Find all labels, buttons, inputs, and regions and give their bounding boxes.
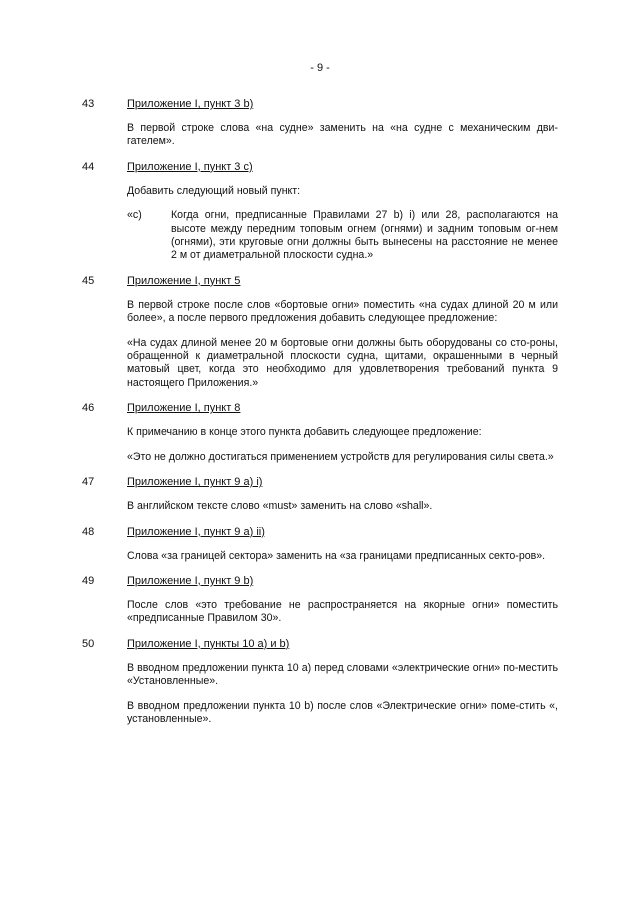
amendment-entry [0, 98, 640, 149]
amendment-entry [0, 161, 640, 263]
amendment-entry [0, 575, 640, 626]
entry-heading: Приложение I, пункт 9 b) [127, 574, 254, 587]
entry-number: 50 [82, 637, 95, 650]
entry-body [127, 98, 558, 149]
entry-heading: Приложение I, пункты 10 a) и b) [127, 637, 290, 650]
entry-heading: Приложение I, пункт 9 a) ii) [127, 525, 265, 538]
entry-paragraph: К примечанию в конце этого пункта добавить следующее предложение: [127, 426, 482, 439]
amendment-entry [0, 402, 640, 464]
page-number: - 9 - [310, 62, 330, 74]
entry-paragraph: В первой строке слова «на судне» заменить на «на судне с механическим дви-гателем». [127, 122, 558, 148]
entry-body [127, 402, 558, 464]
entry-paragraph: Добавить следующий новый пункт: [127, 184, 301, 197]
entry-body [127, 638, 558, 727]
entry-paragraph: «На судах длиной менее 20 м бортовые огни должны быть оборудованы со сто-роны, обращенной к диаметральной плоскости судна, щитами, окрашенными в черный матовый цвет, когда это необходимо для удовлетворения требований пункта 9 настоящего Приложения.» [127, 336, 558, 389]
entry-number: 44 [82, 160, 95, 173]
entry-body [127, 476, 558, 513]
entry-paragraph: В вводном предложении пункта 10 a) перед словами «электрические огни» по-местить «Установленные». [127, 661, 558, 688]
entry-paragraph: В первой строке после слов «бортовые огни» поместить «на судах длиной 20 м или более», а после первого предложения добавить следующее предложение: [127, 298, 558, 325]
quoted-subitem [127, 209, 558, 263]
entry-number: 43 [82, 98, 95, 110]
entry-paragraph: В английском тексте слово «must» заменить на слово «shall». [127, 500, 433, 513]
entry-number: 48 [82, 525, 95, 538]
entry-paragraph: «Это не должно достигаться применением устройств для регулирования силы света.» [127, 450, 554, 463]
entry-body [127, 275, 558, 390]
entry-body [127, 575, 558, 626]
entry-number: 45 [82, 274, 95, 287]
entry-heading: Приложение I, пункт 3 c) [127, 160, 253, 173]
entry-heading: Приложение I, пункт 9 a) i) [127, 476, 263, 489]
entry-paragraph: В вводном предложении пункта 10 b) после слов «Электрические огни» поме-стить «, установленные». [127, 699, 558, 725]
amendment-list [0, 98, 640, 738]
entry-heading: Приложение I, пункт 8 [127, 402, 241, 415]
amendment-entry [0, 638, 640, 727]
subitem-label: «c) [127, 209, 142, 222]
entry-number: 49 [82, 574, 95, 587]
entry-body [127, 526, 558, 563]
entry-body [127, 161, 558, 263]
entry-heading: Приложение I, пункт 5 [127, 274, 241, 287]
entry-number: 47 [82, 476, 95, 489]
entry-paragraph: Слова «за границей сектора» заменить на «за границами предписанных секто-ров». [127, 549, 546, 562]
subitem-text: Когда огни, предписанные Правилами 27 b) i) или 28, располагаются на высоте между передним топовым огнем (огнями) и задним топовым ог-нем (огнями), эти круговые огни должны быть вынесены на расстояние не менее 2 м от диаметральной плоскости судна.» [171, 209, 558, 262]
entry-number: 46 [82, 402, 95, 415]
amendment-entry [0, 526, 640, 563]
amendment-entry [0, 275, 640, 390]
entry-heading: Приложение I, пункт 3 b) [127, 98, 254, 110]
amendment-entry [0, 476, 640, 513]
entry-paragraph: После слов «это требование не распространяется на якорные огни» поместить «предписанные Правилом 30». [127, 598, 558, 625]
